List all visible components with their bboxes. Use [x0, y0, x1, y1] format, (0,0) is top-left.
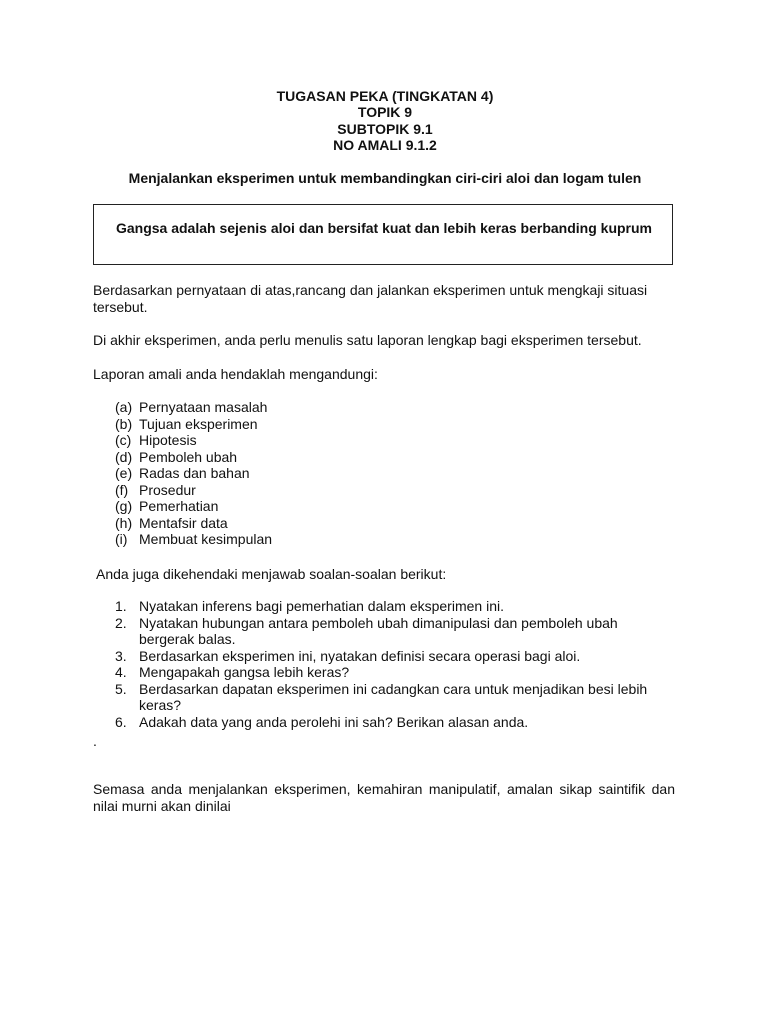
question-number: 6.: [115, 713, 127, 730]
list-item-text: Mentafsir data: [139, 514, 228, 531]
question-text: Berdasarkan dapatan eksperimen ini cadangkan cara untuk menjadikan besi lebih keras?: [139, 680, 648, 713]
question-item: [115, 664, 675, 681]
list-item: [115, 498, 272, 515]
list-item-text: Prosedur: [139, 481, 196, 498]
list-item-text: Tujuan eksperimen: [139, 415, 258, 432]
assignment-title: TUGASAN PEKA (TINGKATAN 4): [276, 88, 494, 104]
document-header: [93, 88, 677, 153]
questions-list: [115, 598, 675, 730]
statement-text: Gangsa adalah sejenis aloi dan bersifat kuat dan lebih keras berbanding kuprum: [115, 220, 653, 236]
list-item-text: Pernyataan masalah: [139, 399, 268, 415]
list-item: [115, 531, 272, 548]
list-item: [115, 449, 272, 466]
list-item-text: Pemboleh ubah: [139, 448, 238, 465]
question-number: 3.: [115, 647, 127, 664]
list-marker: (h): [115, 514, 133, 531]
question-number: 2.: [115, 614, 127, 631]
list-marker: (i): [115, 531, 128, 547]
list-marker: (e): [115, 465, 133, 481]
experiment-title: Menjalankan eksperimen untuk membandingkan ciri-ciri aloi dan logam tulen: [128, 170, 642, 186]
report-note-paragraph: Di akhir eksperimen, anda perlu menulis satu laporan lengkap bagi eksperimen tersebut.: [93, 332, 642, 348]
question-text: Mengapakah gangsa lebih keras?: [139, 664, 350, 680]
list-marker: (c): [115, 432, 132, 448]
list-marker: (g): [115, 498, 133, 514]
list-item-text: Hipotesis: [139, 432, 197, 448]
report-intro-paragraph: Laporan amali anda hendaklah mengandungi:: [93, 366, 378, 382]
subtopic-label: SUBTOPIK 9.1: [337, 120, 433, 137]
list-item-text: Membuat kesimpulan: [139, 531, 273, 547]
topic-label: TOPIK 9: [357, 104, 413, 121]
list-item-text: Radas dan bahan: [139, 465, 250, 481]
question-item: [115, 714, 675, 731]
list-item: [115, 515, 272, 532]
report-items-list: [115, 399, 272, 548]
list-item: [115, 399, 272, 416]
instruction-paragraph: Berdasarkan pernyataan di atas,rancang dan jalankan eksperimen untuk mengkaji situasi tersebut.: [93, 282, 648, 315]
list-item-text: Pemerhatian: [139, 498, 219, 514]
question-text: Nyatakan hubungan antara pemboleh ubah dimanipulasi dan pemboleh ubah bergerak balas.: [139, 614, 618, 647]
list-item: [115, 465, 272, 482]
question-text: Berdasarkan eksperimen ini, nyatakan definisi secara operasi bagi aloi.: [139, 647, 581, 664]
list-marker: (f): [115, 481, 129, 498]
question-number: 4.: [115, 664, 127, 680]
list-item: [115, 432, 272, 449]
list-marker: (d): [115, 448, 133, 465]
list-marker: (b): [115, 415, 133, 432]
question-number: 1.: [115, 598, 127, 614]
list-item: [115, 482, 272, 499]
list-marker: (a): [115, 399, 133, 415]
question-text: Adakah data yang anda perolehi ini sah? Berikan alasan anda.: [139, 713, 529, 730]
statement-box: [93, 204, 673, 265]
questions-intro-paragraph: Anda juga dikehendaki menjawab soalan-soalan berikut:: [96, 566, 447, 582]
question-item: [115, 598, 675, 615]
question-number: 5.: [115, 680, 127, 697]
practical-number: NO AMALI 9.1.2: [333, 136, 437, 153]
assessment-paragraph: Semasa anda menjalankan eksperimen, kemahiran manipulatif, amalan sikap saintifik dan nilai murni akan dinilai: [93, 781, 675, 814]
question-item: [115, 615, 675, 648]
question-text: Nyatakan inferens bagi pemerhatian dalam eksperimen ini.: [139, 598, 504, 614]
list-item: [115, 416, 272, 433]
question-item: [115, 681, 675, 714]
stray-period: .: [93, 733, 97, 749]
question-item: [115, 648, 675, 665]
